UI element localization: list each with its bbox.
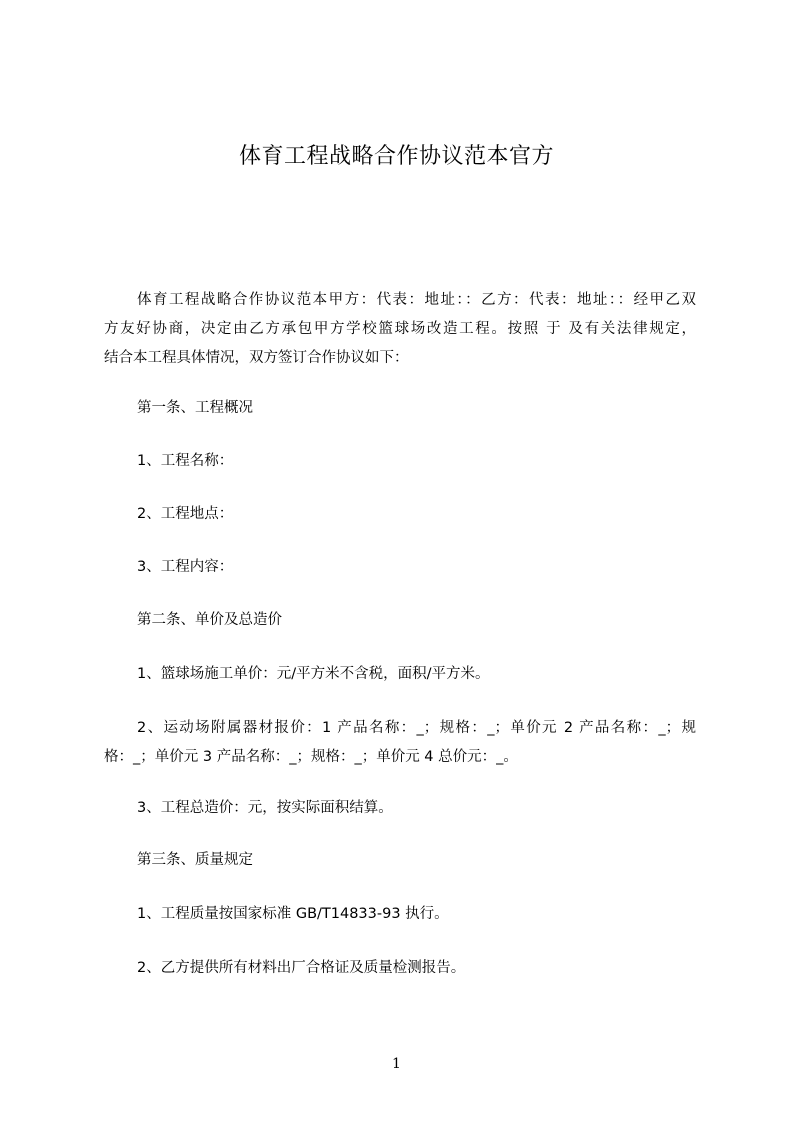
article-1-heading: 第一条、工程概况 <box>137 400 253 416</box>
article-3-heading: 第三条、质量规定 <box>137 852 253 868</box>
article-2-item-1: 1、篮球场施工单价：元/平方米不含税，面积/平方米。 <box>137 666 490 682</box>
article-1-item-2: 2、工程地点： <box>137 506 234 522</box>
article-2-item-2 <box>104 714 696 772</box>
article-3-item-1: 1、工程质量按国家标准 GB/T14833-93 执行。 <box>137 906 449 922</box>
article-1-item-3: 3、工程内容： <box>137 559 234 575</box>
document-title: 体育工程战略合作协议范本官方 <box>238 144 554 169</box>
page-number: 1 <box>392 1056 401 1072</box>
article-2-heading: 第二条、单价及总造价 <box>137 612 282 628</box>
intro-line-3: 结合本工程具体情况，双方签订合作协议如下： <box>104 350 409 366</box>
intro-paragraph <box>104 286 696 373</box>
article-1-item-1: 1、工程名称： <box>137 453 234 469</box>
article-2-item-3: 3、工程总造价：元，按实际面积结算。 <box>137 800 393 816</box>
intro-line-2: 方友好协商，决定由乙方承包甲方学校篮球场改造工程。按照 于 及有关法律规定， <box>104 321 696 337</box>
article-2-item-2-line-2: 格：_；单价元 3 产品名称：_；规格：_；单价元 4 总价元：_。 <box>104 749 518 765</box>
article-2-item-2-line-1: 2、运动场附属器材报价：1 产品名称：_；规格：_；单价元 2 产品名称：_；规 <box>137 720 696 736</box>
article-3-item-2: 2、乙方提供所有材料出厂合格证及质量检测报告。 <box>137 960 466 976</box>
intro-line-1: 体育工程战略合作协议范本甲方：代表：地址：：乙方：代表：地址：：经甲乙双 <box>137 292 696 308</box>
